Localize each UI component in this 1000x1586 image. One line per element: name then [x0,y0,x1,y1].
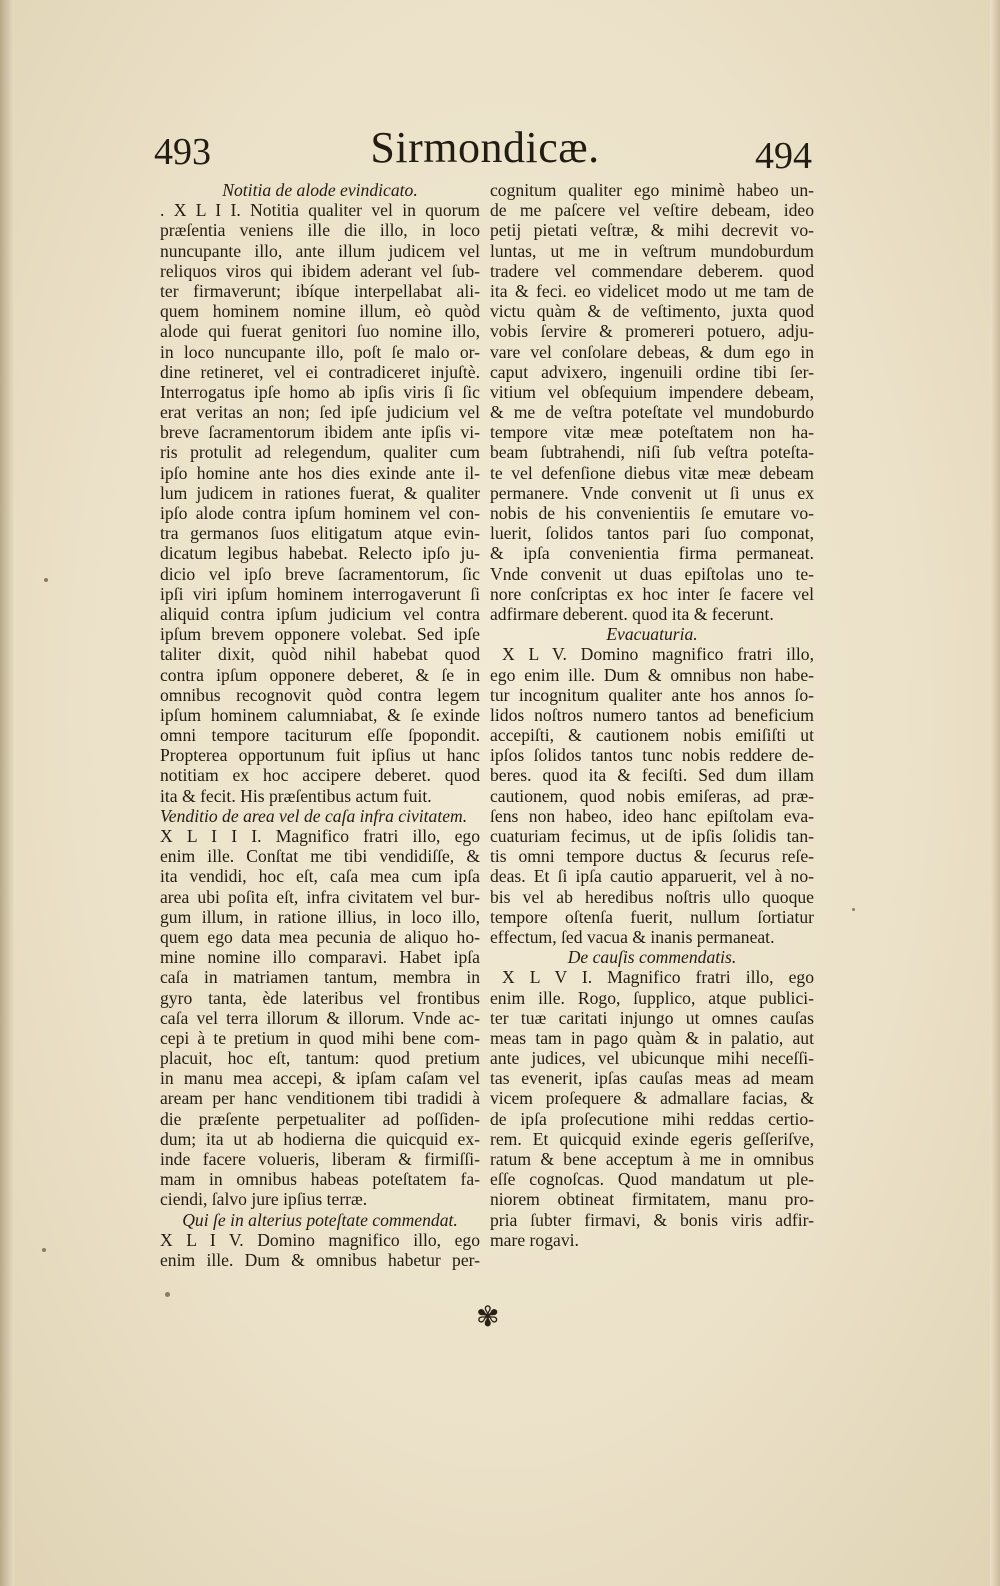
text-line: pria ſubter firmavi, & bonis viris adfir- [490,1209,814,1230]
text-line: vare vel conſolare debeas, & dum ego in [490,341,814,362]
text-line: & me de veſtra poteſtate vel mundoburdo [490,402,814,423]
text-line: ipſum brevem opponere volebat. Sed ipſe [160,624,480,645]
text-line: reliquos viros qui ibidem aderant vel ſub- [160,260,480,281]
paper-speck [44,578,48,582]
text-line: ego enim ille. Dum & omnibus non habe- [490,664,814,685]
text-column-left [160,180,480,1270]
text-line: ciendi, ſalvo jure ipſius terræ. [160,1189,368,1210]
text-line: tas evenerit, ipſas cauſas meas ad meam [490,1068,814,1089]
text-line: placuit, hoc eſt, tantum: quod pretium [160,1048,480,1069]
text-line: tempore oſtenſa fuerit, nullum ſortiatur [490,906,814,927]
text-line: beam ſubtrahendi, niſi ſub veſtra poteſta- [490,442,814,463]
text-line: adfirmare deberent. quod ita & fecerunt. [490,603,774,624]
page-edge-shadow [990,0,1000,1586]
text-line: te vel defenſione diebus vitæ meæ debeam [490,462,814,483]
section-heading: Venditio de area vel de caſa infra civitatem. [160,805,468,826]
text-line: tradere vel commendare deberem. quod [490,260,814,281]
text-line: luerit, ſolidos tantos pari ſuo componat, [490,523,814,544]
text-line: quem hominem nomine illum, eò quòd [160,301,480,322]
text-line: in manu mea accepi, & ipſam caſam vel [160,1068,480,1089]
text-line: ſens non habeo, ideo hanc epiſtolam eva- [490,805,814,826]
text-line: omni tempore taciturum eſſe ſpopondit. [160,725,480,746]
text-line: X L V I. Magnifico fratri illo, ego [502,967,814,988]
text-line: ipſo homine ante hos dies exinde ante il- [160,462,480,483]
running-title: Sirmondicæ. [370,123,600,172]
page-gutter-shadow [0,0,14,1586]
text-line: in loco nuncupante illo, poſt ſe malo or- [160,341,480,362]
text-line: taliter dixit, quòd nihil habebat quod [160,644,480,665]
text-line: tempore vitæ meæ poteſtatem non ha- [490,422,814,443]
text-line: nore conſcriptas ex hoc inter ſe facere vel [490,583,814,604]
section-heading: De cauſis commendatis. [567,947,737,968]
text-line: permanere. Vnde convenit ut ſi unus ex [490,482,814,503]
text-line: ris protulit ad relegendum, qualiter cum [160,442,480,463]
text-line: ita vendidi, hoc eſt, caſa mea cum ipſa [160,866,480,887]
text-line: mine nomine illo comparavi. Habet ipſa [160,947,480,968]
text-line: & ipſa convenientia firma permaneat. [490,543,814,564]
text-line: ante judices, vel ubicunque mihi neceſſi- [490,1048,814,1069]
text-line: enim ille. Conſtat me tibi vendidiſſe, & [160,846,480,867]
text-line: bis vel ab heredibus noſtris ullo quoque [490,886,814,907]
text-line: nobis de his convenientiis ſe emutare vo- [490,503,814,523]
text-line: vitium vel obſequium impendere debeam, [490,381,814,402]
text-line: Vnde convenit ut duas epiſtolas uno te- [490,563,814,584]
text-line: cognitum qualiter ego minimè habeo un- [490,180,814,200]
text-line: contra ipſum opponere deberet, & ſe in [160,664,480,685]
text-line: cuaturiam fecimus, ut de ipſis ſolidis tan- [490,826,814,846]
text-line: ita & fecit. His præſentibus actum fuit. [160,785,432,806]
text-line: ipſo alode contra ipſum hominem vel con- [160,503,480,523]
text-line: inde facere volueris, liberam & firmiſſi- [160,1149,480,1169]
text-line: aliquid contra ipſum judicium vel contra [160,603,480,624]
text-line: de me paſcere vel veſtire debeam, ideo [490,200,814,221]
text-line: aream per hanc venditionem tibi tradidi à [160,1088,480,1109]
text-line: gyro tanta, ède lateribus vel frontibus [160,987,480,1008]
text-line: . X L I I. Notitia qualiter vel in quorum [160,200,480,221]
text-line: ter firmaverunt; ibíque interpellabat ali- [160,280,480,301]
text-line: enim ille. Dum & omnibus habetur per- [160,1249,480,1270]
text-line: gum illum, in ratione illius, in loco illo, [160,906,480,927]
section-heading: Notitia de alode evindicato. [222,180,418,200]
text-line: cepi à te pretium in quod mihi bene com- [160,1027,480,1048]
text-line: accepiſti, & cautionem nobis emiſiſti ut [490,725,814,746]
text-line: tis omni tempore ductus & ſecurus reſe- [490,846,814,867]
text-line: luntas, ut me in veſtrum mundoburdum [490,240,814,261]
section-heading: Qui ſe in alterius poteſtate commendat. [182,1209,458,1230]
text-line: ter tuæ caritati injungo ut omnes cauſas [490,1007,814,1028]
text-line: quem ego data mea pecunia de aliquo ho- [160,926,480,947]
text-line: breve ſacramentorum ibidem ante ipſis vi- [160,422,480,443]
text-line: dum; ita ut ab hodierna die quicquid ex- [160,1128,480,1149]
text-line: erat veritas an non; ſed ipſe judicium vel [160,402,480,423]
printer-ornament: ✾ [476,1302,500,1333]
text-line: ipſum hominem calumniabat, & ſe exinde [160,704,480,725]
text-line: vicem proſequere & admallare facias, & [490,1088,814,1109]
text-line: effectum, ſed vacua & inanis permaneat. [490,926,775,947]
text-column-right [490,180,814,1250]
text-line: enim ille. Rogo, ſupplico, atque publici- [490,987,814,1008]
text-line: dicio vel ipſo breve ſacramentorum, ſic [160,563,480,584]
text-line: caſa vel terra illorum & illorum. Vnde ac- [160,1007,480,1028]
text-line: lum judicem in rationes fuerat, & qualiter [160,482,480,503]
text-line: Propterea opportunum fuit ipſius ut hanc [160,745,480,766]
page-number-right: 494 [755,135,812,177]
text-line: die præſente perpetualiter ad poſſiden- [160,1108,480,1129]
text-line: de ipſa proſecutione mihi reddas certio- [490,1108,814,1129]
text-line: dine retineret, vel ei contradiceret injuſtè. [160,361,480,382]
text-line: rem. Et quicquid exinde egeris geſſeriſve, [490,1128,814,1149]
text-line: omnibus recognovit quòd contra legem [160,684,480,705]
text-line: cautionem, quod nobis emiſeras, ad præ- [490,785,814,806]
paper-speck [165,1292,170,1297]
text-line: ratum & bene acceptum à me in omnibus [490,1149,814,1169]
text-line: notitiam ex hoc accipere deberet. quod [160,765,480,786]
text-line: nuncupante illo, ante illum judicem vel [160,240,480,261]
text-line: dicatum legibus habebat. Relecto ipſo ju- [160,543,480,564]
page-header [150,122,820,182]
text-line: lidos noſtros numero tantos ad beneficium [490,704,814,725]
text-line: caput advixero, ingenuili ordine tibi ſer- [490,361,814,382]
page-number-left: 493 [154,131,211,173]
text-line: mam in omnibus habeas poteſtatem fa- [160,1169,480,1190]
text-line: tur incognitum qualiter ante hos annos ſo- [490,684,814,705]
text-line: eſſe cognoſcas. Quod mandatum ut ple- [490,1169,814,1190]
text-line: vobis ſervire & promereri potuero, adju- [490,321,814,342]
text-line: petij pietati veſtræ, & mihi decrevit vo- [490,220,814,241]
text-line: præſentia veniens ille die illo, in loco [160,220,480,241]
text-line: niorem obtineat firmitatem, manu pro- [490,1189,814,1210]
section-heading: Evacuaturia. [606,624,698,645]
text-line: tra germanos ſuos elitigatum atque evin- [160,523,480,544]
text-line: beres. quod ita & feciſti. Sed dum illam [490,765,814,786]
paper-speck [42,1248,46,1252]
text-line: mare rogavi. [490,1229,579,1250]
paper-speck [852,908,855,911]
text-line: ita & feci. eo videlicet modo ut me tam de [490,280,814,301]
text-line: area ubi poſita eſt, infra civitatem vel bur- [160,886,480,907]
text-line: Interrogatus ipſe homo ab ipſis viris ſi ſic [160,381,480,402]
text-line: ipſos ſolidos tantos tunc nobis reddere de- [490,745,814,766]
text-line: alode qui fuerat genitori ſuo nomine illo, [160,321,480,342]
text-line: X L I V. Domino magnifico illo, ego [160,1229,480,1250]
text-line: X L I I I. Magnifico fratri illo, ego [160,826,480,846]
text-line: meas tam in pago quàm & in palatio, aut [490,1027,814,1048]
text-line: caſa in matriamen tantum, membra in [160,967,480,988]
text-line: victu quàm & de veſtimento, juxta quod [490,301,814,322]
text-line: X L V. Domino magnifico fratri illo, [502,644,814,665]
text-line: deas. Et ſi ipſa cautio apparuerit, vel à no- [490,866,814,887]
text-line: ipſi viri ipſum hominem interrogaverunt ſi [160,583,480,604]
